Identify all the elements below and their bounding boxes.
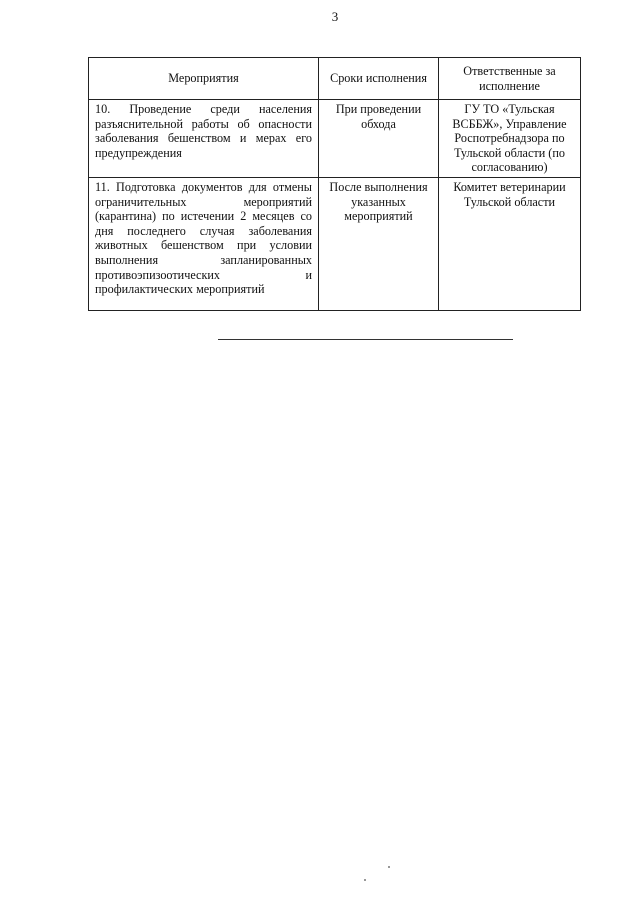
header-responsible: Ответственные за исполнение <box>439 58 581 100</box>
scan-speck <box>388 866 390 868</box>
header-activities: Мероприятия <box>89 58 319 100</box>
header-deadlines: Сроки исполнения <box>319 58 439 100</box>
table-row <box>89 177 581 310</box>
deadline-cell: После выполнения указанных мероприятий <box>319 177 439 310</box>
end-of-document-rule <box>218 339 513 340</box>
deadline-cell: При проведении обхода <box>319 100 439 178</box>
activities-table <box>88 57 581 311</box>
responsible-cell: Комитет ветеринарии Тульской области <box>439 177 581 310</box>
page-number: 3 <box>331 9 339 24</box>
responsible-cell: ГУ ТО «Тульская ВСББЖ», Управление Роспотребнадзора по Тульской области (по согласованию) <box>439 100 581 178</box>
activity-cell: 10. Проведение среди населения разъяснительной работы об опасности заболевания бешенством и мерах его предупреждения <box>89 100 319 178</box>
table-header-row <box>89 58 581 100</box>
scan-speck <box>364 879 366 881</box>
table-row <box>89 100 581 178</box>
activity-cell: 11. Подготовка документов для отмены ограничительных мероприятий (карантина) по истечении 2 месяцев со дня последнего случая заболевания животных бешенством при условии выполнения запланированных противоэпизоотических и профилактических мероприятий <box>89 177 319 310</box>
